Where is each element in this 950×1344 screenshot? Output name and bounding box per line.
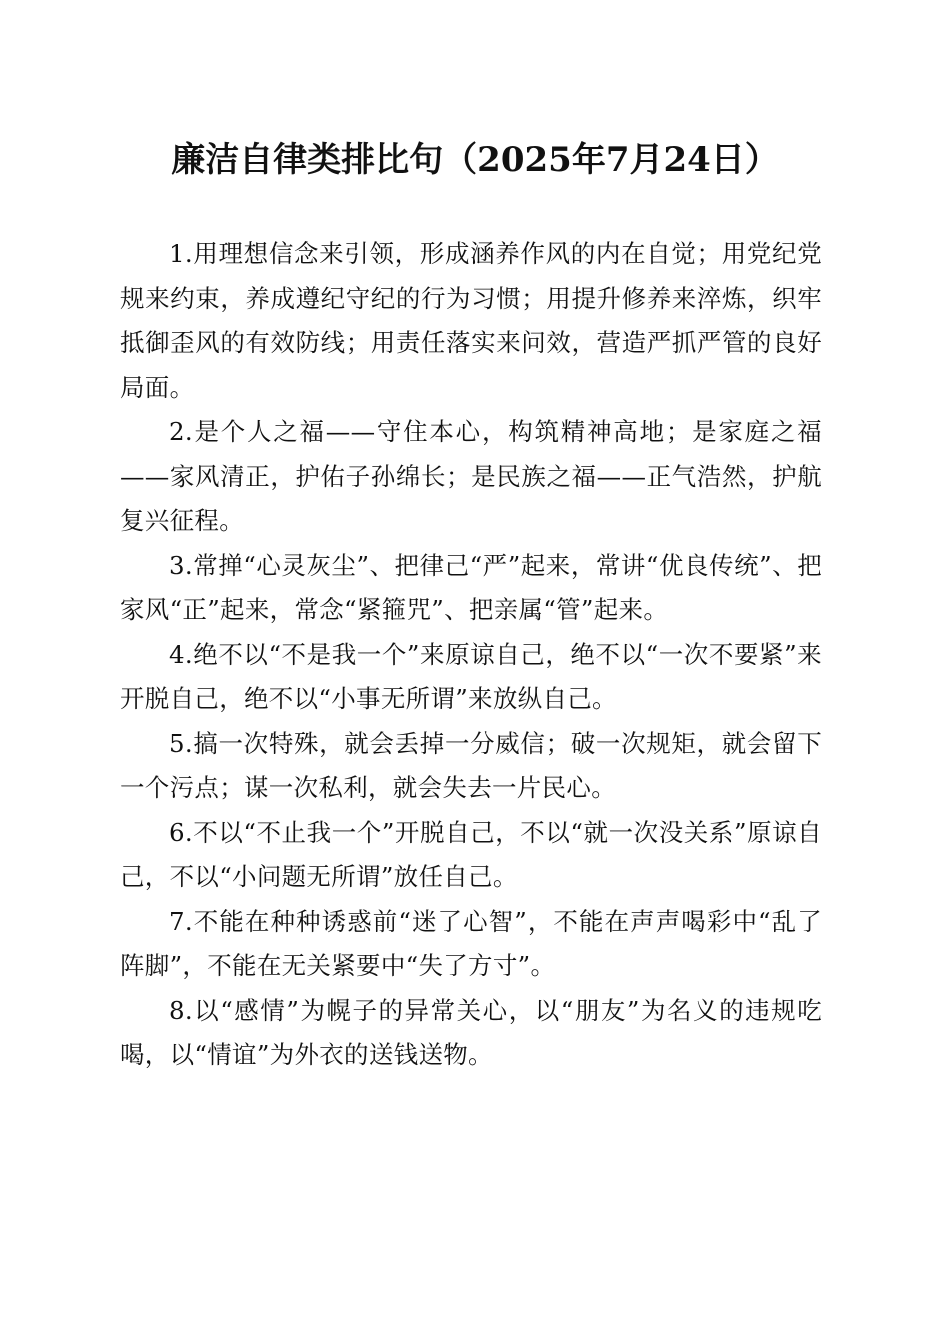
document-body bbox=[120, 232, 822, 1078]
paragraph-5: 5.搞一次特殊，就会丢掉一分威信；破一次规矩，就会留下一个污点；谋一次私利，就会失去一片民心。 bbox=[120, 728, 822, 802]
paragraph-7: 7.不能在种种诱惑前“迷了心智”，不能在声声喝彩中“乱了阵脚”，不能在无关紧要中“失了方寸”。 bbox=[120, 906, 822, 980]
paragraph-1: 1.用理想信念来引领，形成涵养作风的内在自觉；用党纪党规来约束，养成遵纪守纪的行为习惯；用提升修养来淬炼，织牢抵御歪风的有效防线；用责任落实来问效，营造严抓严管的良好局面。 bbox=[120, 239, 822, 402]
paragraph-3: 3.常掸“心灵灰尘”、把律己“严”起来，常讲“优良传统”、把家风“正”起来，常念“紧箍咒”、把亲属“管”起来。 bbox=[120, 550, 822, 624]
paragraph-8: 8.以“感情”为幌子的异常关心，以“朋友”为名义的违规吃喝，以“情谊”为外衣的送钱送物。 bbox=[120, 995, 822, 1069]
paragraph-6: 6.不以“不止我一个”开脱自己，不以“就一次没关系”原谅自己，不以“小问题无所谓”放任自己。 bbox=[120, 817, 822, 891]
document-title: 廉洁自律类排比句（2025年7月24日） bbox=[171, 140, 779, 180]
paragraph-4: 4.绝不以“不是我一个”来原谅自己，绝不以“一次不要紧”来开脱自己，绝不以“小事无所谓”来放纵自己。 bbox=[120, 639, 822, 713]
paragraph-2: 2.是个人之福——守住本心，构筑精神高地；是家庭之福——家风清正，护佑子孙绵长；是民族之福——正气浩然，护航复兴征程。 bbox=[120, 417, 822, 535]
